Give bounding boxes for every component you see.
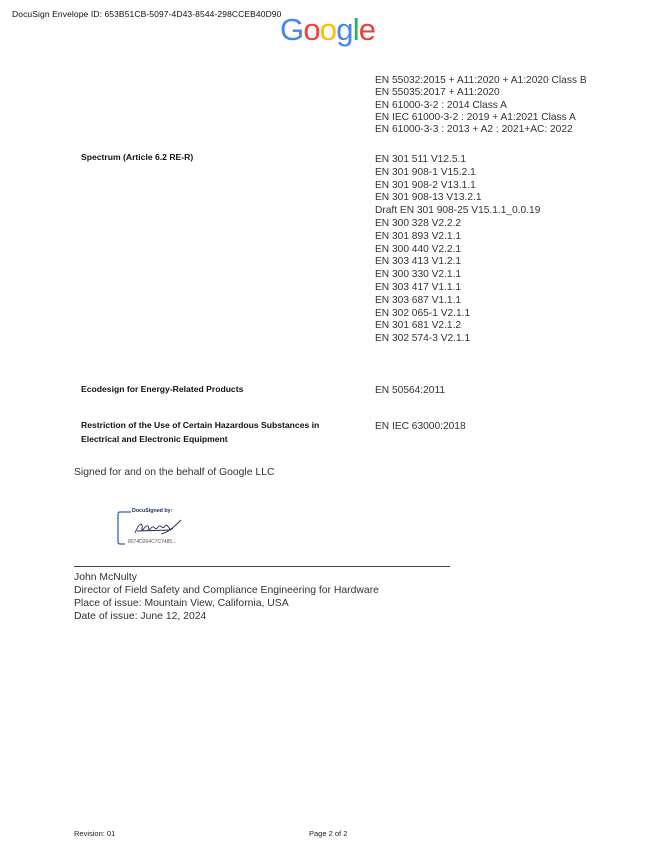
emc-standards-list <box>375 75 587 136</box>
spectrum-standard: EN 301 681 V2.1.2 <box>375 320 462 332</box>
logo-letter-1: G <box>280 12 304 47</box>
rohs-label <box>81 418 351 446</box>
spectrum-standard: EN 301 908-13 V13.2.1 <box>375 192 482 204</box>
emc-standard: EN 55035:2017 + A11:2020 <box>375 87 500 99</box>
spectrum-standard: EN 300 440 V2.2.1 <box>375 243 462 255</box>
ecodesign-value: EN 50564:2011 <box>375 385 446 396</box>
docusign-header: DocuSigned by: <box>132 508 173 514</box>
signer-title: Director of Field Safety and Compliance Engineering for Hardware <box>74 585 379 596</box>
emc-standard: EN 61000-3-2 : 2014 Class A <box>375 99 507 111</box>
docusign-hash: 8074D264C7C7485... <box>128 539 177 545</box>
footer-revision: Revision: 01 <box>74 829 116 838</box>
docusign-signature-block <box>117 509 199 547</box>
spectrum-standard: EN 303 413 V1.2.1 <box>375 256 462 268</box>
spectrum-standard: EN 300 328 V2.2.2 <box>375 217 462 229</box>
signature-line <box>74 566 450 567</box>
date-of-issue: Date of issue: June 12, 2024 <box>74 611 207 622</box>
spectrum-label: Spectrum (Article 6.2 RE-R) <box>81 152 194 162</box>
handwritten-signature <box>135 520 181 534</box>
signed-for-statement: Signed for and on the behalf of Google LLC <box>74 467 275 478</box>
rohs-value: EN IEC 63000:2018 <box>375 421 466 432</box>
spectrum-standard: EN 302 574-3 V2.1.1 <box>375 333 471 345</box>
logo-letter-6: e <box>358 12 376 47</box>
spectrum-standard: EN 302 065-1 V2.1.1 <box>375 307 471 319</box>
spectrum-standard: EN 303 417 V1.1.1 <box>375 281 462 293</box>
signer-block <box>74 571 379 623</box>
rohs-label-line-1: Restriction of the Use of Certain Hazardous Substances in <box>81 420 320 430</box>
place-of-issue: Place of issue: Mountain View, California, USA <box>74 598 289 609</box>
footer-page-number: Page 2 of 2 <box>309 829 348 838</box>
spectrum-standards-list <box>375 154 540 346</box>
spectrum-standard: EN 301 893 V2.1.1 <box>375 230 462 242</box>
rohs-label-line-2: Electrical and Electronic Equipment <box>81 434 228 444</box>
logo-letter-3: o <box>319 12 337 47</box>
logo-letter-5: l <box>352 12 359 47</box>
spectrum-standard: EN 303 687 V1.1.1 <box>375 294 462 306</box>
emc-standard: EN 55032:2015 + A11:2020 + A1:2020 Class B <box>375 75 587 86</box>
signer-name: John McNulty <box>74 572 137 583</box>
logo-letter-2: o <box>303 12 320 47</box>
docusign-envelope-id: DocuSign Envelope ID: 653B51CB-5097-4D43-8544-298CCEB40D90 <box>12 9 282 19</box>
logo-letter-4: g <box>336 12 353 47</box>
spectrum-standard: EN 300 330 V2.1.1 <box>375 269 462 281</box>
emc-standard: EN 61000-3-3 : 2013 + A2 : 2021+AC: 2022 <box>375 124 573 136</box>
spectrum-standard: Draft EN 301 908-25 V15.1.1_0.0.19 <box>375 205 541 217</box>
spectrum-standard: EN 301 908-1 V15.2.1 <box>375 166 476 178</box>
ecodesign-label: Ecodesign for Energy-Related Products <box>81 384 244 394</box>
emc-standard: EN IEC 61000-3-2 : 2019 + A1:2021 Class A <box>375 111 576 123</box>
spectrum-standard: EN 301 511 V12.5.1 <box>375 154 467 165</box>
spectrum-standard: EN 301 908-2 V13.1.1 <box>375 179 476 191</box>
google-logo <box>280 10 375 50</box>
